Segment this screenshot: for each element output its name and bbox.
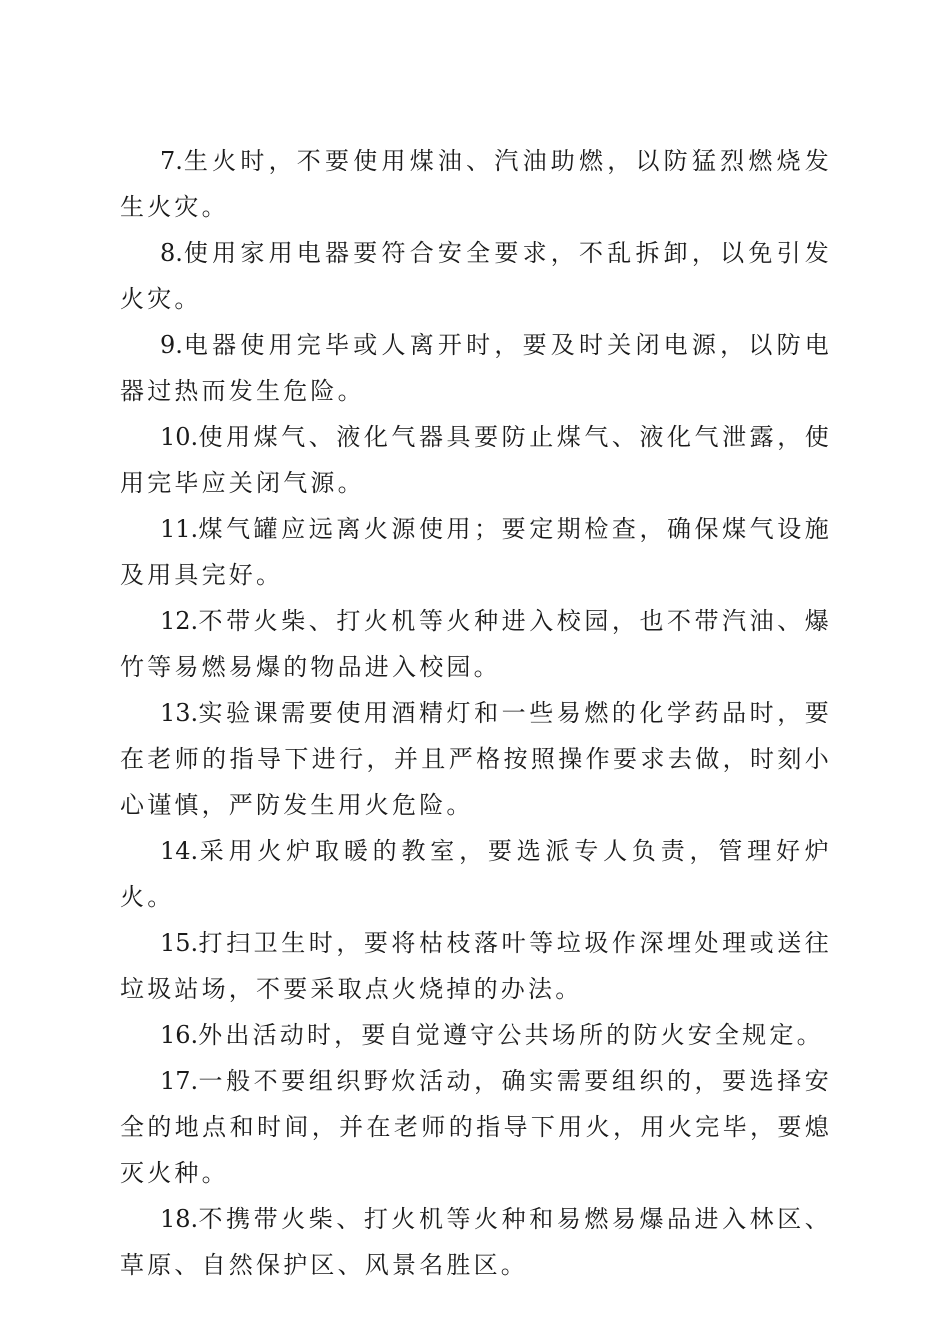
item-number: 8. <box>160 239 183 267</box>
item-number: 7. <box>160 147 183 175</box>
list-item <box>120 1196 832 1288</box>
item-number: 16. <box>160 1021 199 1049</box>
item-text: 不携带火柴、打火机等火种和易燃易爆品进入林区、草原、自然保护区、风景名胜区。 <box>120 1205 832 1279</box>
list-item <box>120 920 832 1012</box>
item-number: 12. <box>160 607 199 635</box>
item-text: 外出活动时，要自觉遵守公共场所的防火安全规定。 <box>198 1021 824 1049</box>
item-number: 17. <box>160 1067 199 1095</box>
item-number: 18. <box>160 1205 199 1233</box>
item-number: 11. <box>160 515 199 543</box>
item-text: 打扫卫生时，要将枯枝落叶等垃圾作深埋处理或送往垃圾站场，不要采取点火烧掉的办法。 <box>120 929 832 1003</box>
item-text: 实验课需要使用酒精灯和一些易燃的化学药品时，要在老师的指导下进行，并且严格按照操作要求去做，时刻小心谨慎，严防发生用火危险。 <box>120 699 832 819</box>
item-text: 使用家用电器要符合安全要求，不乱拆卸，以免引发火灾。 <box>120 239 832 313</box>
list-item <box>120 414 832 506</box>
list-item <box>120 322 832 414</box>
item-text: 一般不要组织野炊活动，确实需要组织的，要选择安全的地点和时间，并在老师的指导下用火，用火完毕，要熄灭火种。 <box>120 1067 832 1187</box>
item-number: 15. <box>160 929 199 957</box>
item-text: 使用煤气、液化气器具要防止煤气、液化气泄露，使用完毕应关闭气源。 <box>120 423 832 497</box>
list-item <box>120 598 832 690</box>
list-item <box>120 230 832 322</box>
item-text: 不带火柴、打火机等火种进入校园，也不带汽油、爆竹等易燃易爆的物品进入校园。 <box>120 607 832 681</box>
item-text: 采用火炉取暖的教室，要选派专人负责，管理好炉火。 <box>120 837 832 911</box>
item-text: 生火时，不要使用煤油、汽油助燃，以防猛烈燃烧发生火灾。 <box>120 147 832 221</box>
list-item <box>120 690 832 828</box>
list-item <box>120 828 832 920</box>
list-item <box>120 1058 832 1196</box>
list-item <box>120 506 832 598</box>
item-number: 14. <box>160 837 199 865</box>
list-item <box>120 1012 832 1058</box>
item-number: 10. <box>160 423 199 451</box>
document-body <box>120 138 832 1288</box>
item-text: 煤气罐应远离火源使用；要定期检查，确保煤气设施及用具完好。 <box>120 515 832 589</box>
item-number: 13. <box>160 699 199 727</box>
item-number: 9. <box>160 331 183 359</box>
item-text: 电器使用完毕或人离开时，要及时关闭电源，以防电器过热而发生危险。 <box>120 331 832 405</box>
list-item <box>120 138 832 230</box>
